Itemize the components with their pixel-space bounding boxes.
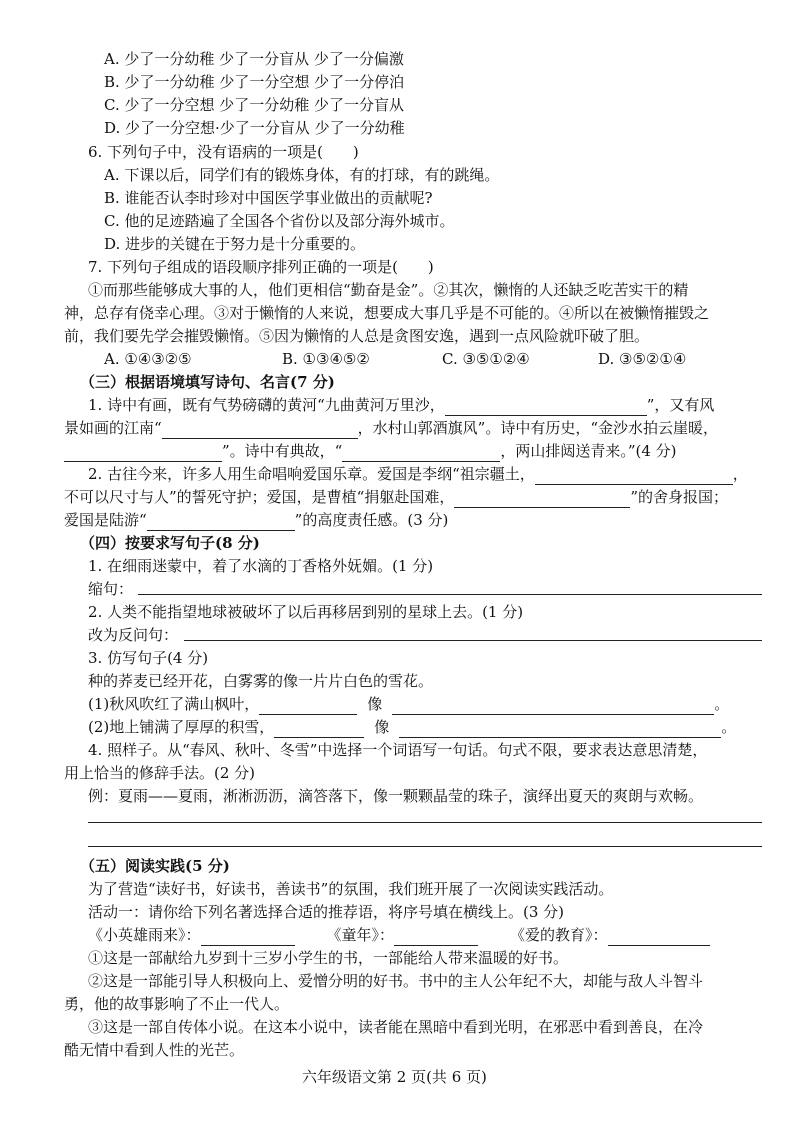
s4-xiang: 像 [367,695,383,713]
book-label: 《童年》： [326,926,395,944]
s4-q3-1-text: (1)秋风吹红了满山枫叶， [88,695,260,713]
q6-option-d: D. 进步的关键在于努力是十分重要的。 [104,235,366,253]
s3-q2-line3 [64,509,448,531]
s3-q2-text: ”的高度责任感。(3 分) [294,511,449,529]
s3-q1-text: ”。诗中有典故，“ [222,442,343,460]
answer-blank[interactable] [274,721,364,738]
s4-period: 。 [721,718,737,736]
s5-recommend-3-cont: 酷无情中看到人性的光芒。 [64,1041,245,1059]
q7-option-c: C. ③⑤①②④ [442,350,530,368]
answer-line[interactable] [184,640,762,641]
page-footer: 六年级语文第 2 页(共 6 页) [302,1068,487,1086]
s4-q1: 1. 在细雨迷蒙中，着了水滴的丁香格外妩媚。(1 分) [88,557,434,575]
answer-blank[interactable] [399,721,721,738]
answer-line[interactable] [88,822,762,823]
s5-recommend-3: ③这是一部自传体小说。在这本小说中，读者能在黑暗中看到光明，在邪恶中看到善良，在冷 [88,1018,704,1036]
s4-xiang: 像 [374,718,390,736]
s4-period: 。 [714,695,730,713]
s3-q1-line2 [64,417,718,439]
s4-q3-2-text: (2)地上铺满了厚厚的积雪， [88,718,275,736]
s3-q2-text: ， [732,465,748,483]
section-3-title: （三）根据语境填写诗句、名言(7 分) [80,373,335,391]
section-4-title: （四）按要求写句子(8 分) [80,534,260,552]
s3-q2-line1 [88,463,748,485]
q7-stem: 7. 下列句子组成的语段顺序排列正确的一项是( ) [88,258,434,276]
s5-activity: 活动一：请你给下列名著选择合适的推荐语，将序号填在横线上。(3 分) [88,903,565,921]
answer-blank[interactable] [535,468,733,485]
q6-option-a: A. 下课以后，同学们有的锻炼身体，有的打球，有的跳绳。 [104,166,500,184]
s4-q4-example: 例：夏雨——夏雨，淅淅沥沥，滴答落下，像一颗颗晶莹的珠子，演绎出夏天的爽朗与欢畅。 [88,787,704,805]
s3-q2-text: ”的舍身报国； [630,488,729,506]
s4-q2-label: 改为反问句： [88,626,179,644]
answer-blank[interactable] [342,445,500,462]
answer-blank[interactable] [64,445,222,462]
answer-blank[interactable] [608,929,710,946]
s3-q2-text: 爱国是陆游“ [64,511,147,529]
q7-passage-line: 神，总存有侥幸心理。③对于懒惰的人来说，想要成大事几乎是不可能的。④所以在被懒惰摧毁之 [64,304,710,322]
s5-recommend-2-cont: 勇，他的故事影响了不止一代人。 [64,995,290,1013]
s4-q3: 3. 仿写句子(4 分) [88,649,209,667]
s3-q1-text: 景如画的江南“ [64,419,162,437]
s3-q1-line1 [88,394,714,416]
q5-option-c: C. 少了一分空想 少了一分幼稚 少了一分盲从 [104,96,405,114]
answer-blank[interactable] [392,698,714,715]
s5-recommend-2: ②这是一部能引导人积极向上、爱憎分明的好书。书中的主人公年纪不大，却能与敌人斗智斗 [88,972,704,990]
s5-recommend-1: ①这是一部献给九岁到十三岁小学生的书，一部能给人带来温暖的好书。 [88,949,569,967]
s4-q3-1 [88,693,729,715]
q6-stem: 6. 下列句子中，没有语病的一项是( ) [88,143,359,161]
q6-option-b: B. 谁能否认李时珍对中国医学事业做出的贡献呢? [104,189,433,207]
book-label: 《小英雄雨来》： [88,926,201,944]
answer-line[interactable] [88,846,762,847]
q7-option-b: B. ①③④⑤② [282,350,370,368]
q5-option-a: A. 少了一分幼稚 少了一分盲从 少了一分偏激 [104,50,404,68]
answer-blank[interactable] [394,929,478,946]
s4-q4-line1: 4. 照样子。从“春风、秋叶、冬雪”中选择一个词语写一句话。句式不限，要求表达意思清楚， [88,741,708,759]
q6-option-c: C. 他的足迹踏遍了全国各个省份以及部分海外城市。 [104,212,455,230]
s3-q1-line3 [64,440,677,462]
answer-blank[interactable] [147,514,295,531]
answer-blank[interactable] [162,422,358,439]
s4-q3-example: 种的荞麦已经开花，白雾雾的像一片片白色的雪花。 [88,672,434,690]
s4-q3-2 [88,716,736,738]
q7-passage-line: 前，我们要先学会摧毁懒惰。⑤因为懒惰的人总是贪图安逸，遇到一点风险就吓破了胆。 [64,327,650,345]
answer-blank[interactable] [259,698,357,715]
s4-q1-label: 缩句： [88,580,134,598]
q7-passage-line: ①而那些能够成大事的人，他们更相信“勤奋是金”。②其次，懒惰的人还缺乏吃苦实干的精 [88,281,689,299]
s4-q4-line2: 用上恰当的修辞手法。(2 分) [64,764,256,782]
s3-q1-text: ，两山排闼送青来。”(4 分) [500,442,677,460]
s4-q2: 2. 人类不能指望地球被破坏了以后再移居到别的星球上去。(1 分) [88,603,524,621]
answer-line[interactable] [138,594,762,595]
s3-q1-text: ”，又有风 [646,396,715,414]
book-label: 《爱的教育》： [510,926,608,944]
s3-q2-text: 不可以尺寸与人”的誓死守护；爱国，是曹植“捐躯赴国难， [64,488,455,506]
answer-blank[interactable] [201,929,295,946]
s3-q1-text: ，水村山郭酒旗风”。诗中有历史，“金沙水拍云崖暖， [357,419,719,437]
s3-q1-text: 1. 诗中有画，既有气势磅礴的黄河“九曲黄河万里沙， [88,396,445,414]
s5-intro: 为了营造“读好书，好读书，善读书”的氛围，我们班开展了一次阅读实践活动。 [88,880,614,898]
s3-q2-text: 2. 古往今来，许多人用生命唱响爱国乐章。爱国是李纲“祖宗疆土， [88,465,535,483]
q5-option-b: B. 少了一分幼稚 少了一分空想 少了一分停泊 [104,73,405,91]
q7-option-a: A. ①④③②⑤ [104,350,192,368]
answer-blank[interactable] [445,399,647,416]
s3-q2-line2 [64,486,728,508]
q5-option-d: D. 少了一分空想·少了一分盲从 少了一分幼稚 [104,119,405,137]
q7-option-d: D. ③⑤②①④ [598,350,687,368]
s5-books [88,924,710,946]
section-5-title: （五）阅读实践(5 分) [80,857,230,875]
answer-blank[interactable] [454,491,630,508]
